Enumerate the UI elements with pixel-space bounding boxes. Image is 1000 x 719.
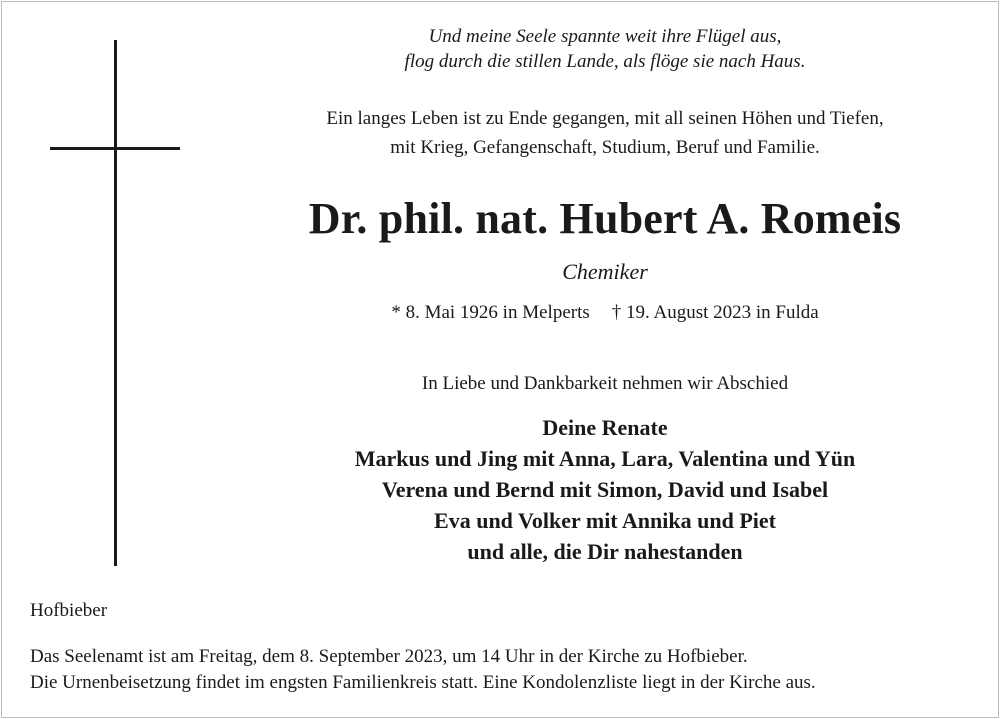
birth-date: * 8. Mai 1926 in Melperts [391, 302, 590, 323]
intro-text [240, 104, 970, 162]
family-line: und alle, die Dir nahestanden [467, 539, 743, 564]
life-dates [240, 299, 970, 327]
intro-line: Ein langes Leben ist zu Ende gegangen, mit all seinen Höhen und Tiefen, [326, 108, 884, 129]
family-line: Deine Renate [542, 415, 668, 440]
farewell-line: In Liebe und Dankbarkeit nehmen wir Abschied [421, 373, 789, 394]
motto-line: flog durch die stillen Lande, als flöge sie nach Haus. [404, 51, 806, 72]
deceased-profession: Chemiker [562, 259, 648, 284]
deceased-name: Dr. phil. nat. Hubert A. Romeis [308, 194, 902, 243]
family-line: Eva und Volker mit Annika und Piet [434, 508, 776, 533]
place-name: Hofbieber [30, 600, 108, 621]
cross-vertical-bar [114, 40, 117, 566]
motto-line: Und meine Seele spannte weit ihre Flügel aus, [428, 26, 782, 47]
family-line: Verena und Bernd mit Simon, David und Isabel [381, 477, 829, 502]
service-line: Die Urnenbeisetzung findet im engsten Familienkreis statt. Eine Kondolenzliste liegt in der Kirche aus. [30, 672, 816, 693]
family-line: Markus und Jing mit Anna, Lara, Valentina und Yün [354, 446, 856, 471]
service-info [30, 644, 980, 696]
death-date: † 19. August 2023 in Fulda [611, 302, 819, 323]
intro-line: mit Krieg, Gefangenschaft, Studium, Beruf und Familie. [390, 137, 820, 158]
cross-horizontal-bar [50, 147, 180, 150]
service-line: Das Seelenamt ist am Freitag, dem 8. September 2023, um 14 Uhr in der Kirche zu Hofbieber. [30, 646, 748, 667]
family-list [240, 412, 970, 567]
motto-verse [240, 24, 970, 74]
